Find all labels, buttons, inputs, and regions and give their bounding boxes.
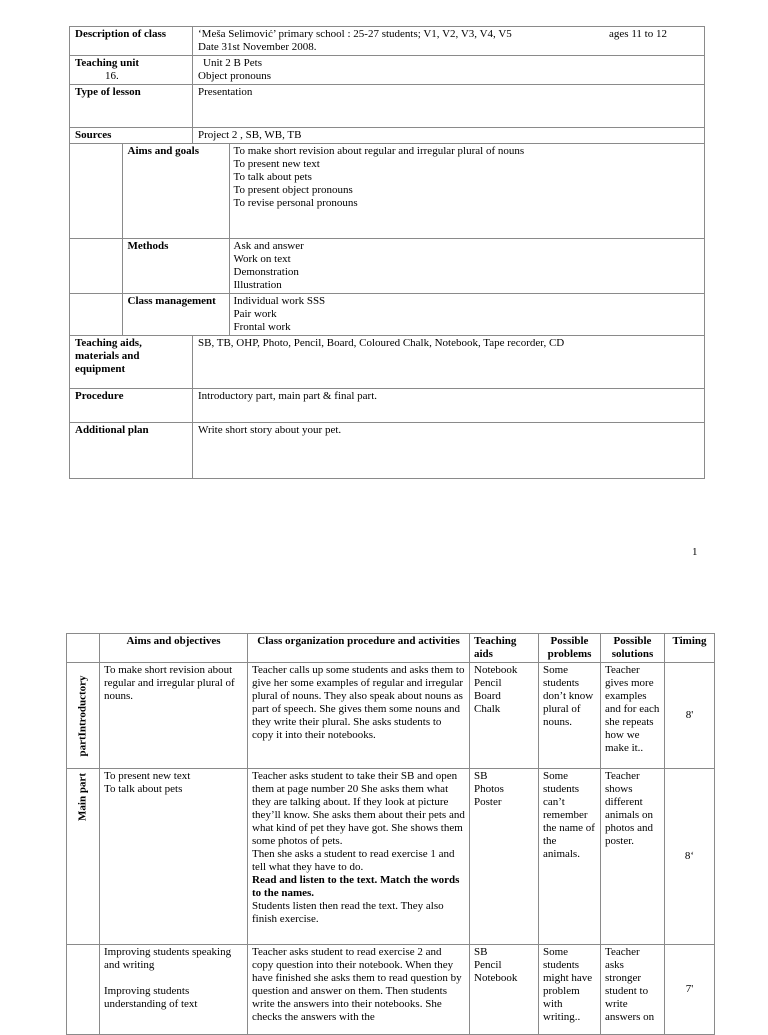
header-aids: Teaching aids	[470, 634, 539, 663]
exercise-instruction: Read and listen to the text. Match the words to the names.	[252, 874, 460, 899]
teaching-unit-label: Teaching unit	[75, 57, 140, 69]
type-row	[70, 85, 705, 128]
method-item: Illustration	[233, 279, 282, 291]
additional-plan-row	[70, 423, 705, 479]
method-item: Demonstration	[233, 266, 299, 278]
description-row	[70, 27, 705, 56]
aim-item: To make short revision about regular and irregular plural of nouns	[233, 145, 525, 157]
aid-item: Poster	[474, 796, 502, 808]
aim-item: To present object pronouns	[233, 184, 353, 196]
procedure-value: Introductory part, main part & final part.	[193, 389, 705, 423]
row-organization-3: Students listen then read the text. They also finish exercise.	[252, 900, 444, 925]
table-row	[67, 663, 715, 769]
teaching-aids-row	[70, 336, 705, 389]
row-problems: Some students can’t remember the name of the animals.	[539, 769, 601, 945]
aid-item: Board	[474, 690, 501, 702]
procedure-label: Procedure	[70, 389, 193, 423]
row-timing: 7'	[665, 945, 715, 1035]
class-management-row	[70, 294, 704, 336]
header-organization: Class organization procedure and activities	[248, 634, 470, 663]
type-label: Type of lesson	[70, 85, 193, 128]
row-problems: Some students don’t know plural of nouns.	[539, 663, 601, 769]
type-value: Presentation	[193, 85, 705, 128]
aid-item: Notebook	[474, 664, 518, 676]
lesson-info-table	[69, 26, 705, 479]
additional-plan-value: Write short story about your pet.	[193, 423, 705, 479]
row-organization-2: Then she asks a student to read exercise 1 and tell what they have to do.	[252, 848, 455, 873]
teaching-aids-label: Teaching aids, materials and equipment	[70, 336, 193, 389]
row-organization: Teacher asks student to read exercise 2 and copy question into their notebook. When they have finished she asks them to read question by question and answer on them. Then students write the answers into their notebooks. She checks the answers with the	[248, 945, 470, 1035]
aid-item: Photos	[474, 783, 504, 795]
header-timing: Timing	[665, 634, 715, 663]
plan-header-row	[67, 634, 715, 663]
sources-row	[70, 128, 705, 144]
management-item: Pair work	[233, 308, 277, 320]
row-timing: 8‘	[665, 769, 715, 945]
teaching-aids-value: SB, TB, OHP, Photo, Pencil, Board, Coloured Chalk, Notebook, Tape recorder, CD	[193, 336, 705, 389]
method-item: Work on text	[233, 253, 291, 265]
aims-methods-block	[70, 144, 705, 336]
description-value: ‘Meša Selimović’ primary school : 25-27 students; V1, V2, V3, V4, V5	[198, 28, 512, 40]
row-organization: Teacher asks student to take their SB and open them at page number 20 She asks them what they are talking about. If they look at picture they’ll know. She asks them about their pets and what kind of pet they have got. She shows them some photos of pets.	[252, 770, 465, 847]
management-item: Individual work SSS	[233, 295, 326, 307]
methods-row	[70, 239, 704, 294]
table-row	[67, 769, 715, 945]
row-solutions: Teacher gives more examples and for each she repeats how we make it..	[601, 663, 665, 769]
method-item: Ask and answer	[233, 240, 304, 252]
aid-item: Notebook	[474, 972, 518, 984]
part-label-introductory: partIntroductory	[76, 674, 89, 757]
aid-item: SB	[474, 946, 488, 958]
additional-plan-label: Additional plan	[70, 423, 193, 479]
table-row	[67, 945, 715, 1035]
description-label: Description of class	[70, 27, 193, 56]
row-organization: Teacher calls up some students and asks them to give her some examples of regular and irregular plural of nouns. They also speak about nouns as part of speech. She gives them some nouns and they write their plural. She asks students to copy it into their notebooks.	[248, 663, 470, 769]
aid-item: Chalk	[474, 703, 501, 715]
page-number: 1	[692, 546, 698, 558]
date-value: Date 31st November 2008.	[198, 41, 317, 53]
header-aims: Aims and objectives	[100, 634, 248, 663]
procedure-row	[70, 389, 705, 423]
aim-item: To talk about pets	[233, 171, 312, 183]
header-solutions: Possible solutions	[601, 634, 665, 663]
aid-item: SB	[474, 770, 488, 782]
teaching-unit-number: 16.	[105, 70, 119, 82]
teaching-unit-topic: Object pronouns	[198, 70, 272, 82]
ages-value: ages 11 to 12	[609, 28, 667, 40]
row-timing: 8'	[665, 663, 715, 769]
row-solutions: Teacher shows different animals on photos and poster.	[601, 769, 665, 945]
part-label-main: Main part	[76, 773, 89, 821]
aim-item: To present new text	[233, 158, 320, 170]
aims-row	[70, 144, 704, 239]
row-solutions: Teacher asks stronger student to write answers on	[601, 945, 665, 1035]
sources-value: Project 2 , SB, WB, TB	[193, 128, 705, 144]
aim-item: To revise personal pronouns	[233, 197, 358, 209]
row-aims: To make short revision about regular and irregular plural of nouns.	[100, 663, 248, 769]
sources-label: Sources	[70, 128, 193, 144]
row-aim-item: To present new text	[104, 770, 191, 782]
teaching-unit-row	[70, 56, 705, 85]
aims-label: Aims and goals	[122, 144, 229, 239]
aid-item: Pencil	[474, 959, 502, 971]
header-problems: Possible problems	[539, 634, 601, 663]
row-problems: Some students might have problem with writing..	[539, 945, 601, 1035]
methods-label: Methods	[122, 239, 229, 294]
row-aim-item: Improving students understanding of text	[104, 985, 198, 1010]
management-item: Frontal work	[233, 321, 291, 333]
aid-item: Pencil	[474, 677, 502, 689]
lesson-plan-table	[66, 633, 715, 1035]
row-aim-item: Improving students speaking and writing	[104, 946, 232, 971]
row-aim-item: To talk about pets	[104, 783, 183, 795]
teaching-unit-unit: Unit 2 B Pets	[203, 57, 262, 69]
class-management-label: Class management	[122, 294, 229, 336]
